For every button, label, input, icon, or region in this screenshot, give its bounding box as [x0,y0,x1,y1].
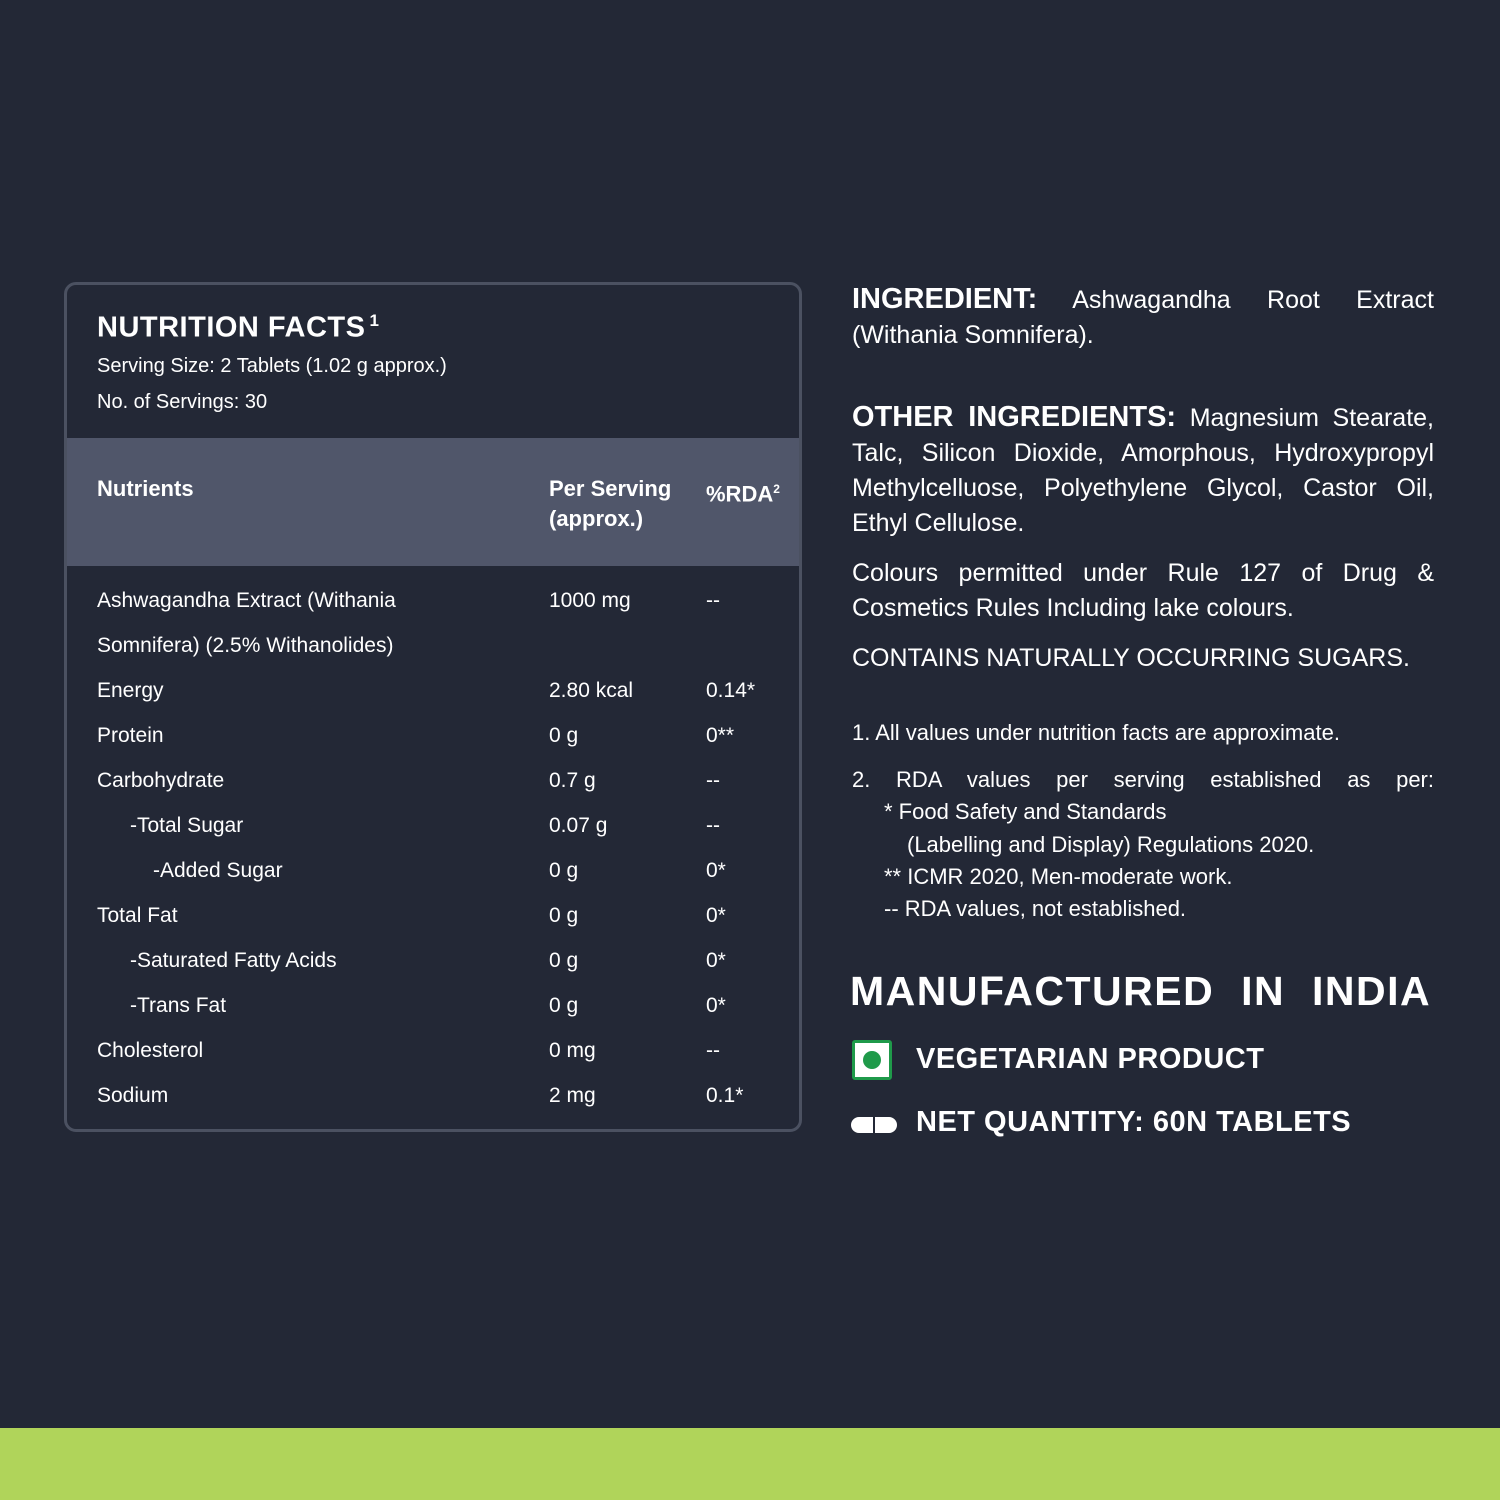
nutrient-value: 2.80 kcal [549,679,634,702]
header-rda: %RDA$^2$ [706,481,780,507]
table-row [67,848,799,893]
nutrient-value: 0 g [549,949,579,972]
footnote-2a: * Food Safety and Standards [884,799,1167,824]
tablet-icon [851,1117,897,1133]
manufactured-in-india: MANUFACTURED IN INDIA [850,968,1432,1014]
serving-size: Serving Size: 2 Tablets (1.02 g approx.) [97,355,447,377]
nutrient-rda: 0.14* [706,679,756,702]
table-row [67,668,799,713]
ingredient-label: INGREDIENT: [852,283,1038,315]
nutrient-rda: 0* [706,994,726,1017]
nutrient-name: Total Fat [97,904,178,927]
nutrition-facts-panel [64,282,802,1132]
table-row [67,1073,799,1118]
nutrient-value: 0 g [549,724,579,747]
nutrient-name: Carbohydrate [97,769,225,792]
nutrient-rda: 0** [706,724,735,747]
nutrient-name: Ashwagandha Extract (Withania [97,589,396,612]
nutrient-value: 0.07 g [549,814,608,837]
nutrient-name: -Trans Fat [130,994,227,1017]
sugars-statement: CONTAINS NATURALLY OCCURRING SUGARS. [852,644,1410,672]
other-ingredients-label: OTHER INGREDIENTS: [852,401,1177,433]
other-ingredients-block [852,400,1434,541]
nutrient-rda: 0* [706,949,726,972]
net-quantity-label: NET QUANTITY: 60N TABLETS [916,1106,1352,1138]
nutrient-rda: -- [706,814,720,837]
nutrient-name: Energy [97,679,164,702]
table-row [67,578,799,623]
table-row [67,938,799,983]
nutrient-value: 0.7 g [549,769,596,792]
nutrient-name: Sodium [97,1084,169,1107]
nutrient-rda: 0* [706,859,726,882]
nutrient-name: -Total Sugar [130,814,244,837]
table-row [67,1028,799,1073]
footnote-2: 2. RDA values per serving established as per: [852,767,1434,792]
footnote-2b: (Labelling and Display) Regulations 2020. [907,832,1315,857]
table-row [67,623,799,668]
ingredient-block [852,282,1434,353]
nutrient-name: -Added Sugar [153,859,283,882]
table-row [67,893,799,938]
vegetarian-icon [852,1040,892,1080]
nutrient-rda: 0* [706,904,726,927]
nutrient-value: 0 g [549,904,579,927]
nutrient-rda: 0.1* [706,1084,744,1107]
nutrient-value: 0 g [549,859,579,882]
nutrient-value: 1000 mg [549,589,631,612]
nutrient-value: 0 mg [549,1039,596,1062]
nutrient-value: 2 mg [549,1084,596,1107]
title-footnote-ref: 1 [369,311,380,330]
table-row [67,803,799,848]
nutrient-name: Somnifera) (2.5% Withanolides) [97,634,394,657]
table-row [67,983,799,1028]
nutrient-rda: -- [706,1039,720,1062]
vegetarian-label: VEGETARIAN PRODUCT [916,1043,1265,1075]
nutrient-name: -Saturated Fatty Acids [130,949,337,972]
footnote-2c: ** ICMR 2020, Men-moderate work. [884,864,1233,889]
table-header [67,438,799,566]
header-nutrients: Nutrients [97,476,194,501]
nutrition-facts-title: NUTRITION FACTS $^1$ [97,311,380,344]
nutrient-value: 0 g [549,994,579,1017]
nutrient-rda: -- [706,589,720,612]
ingredient-text: Ashwagandha Root Extract (Withania Somnifera). [852,286,1434,349]
table-row [67,713,799,758]
table-row [67,758,799,803]
header-per-serving: Per Serving (approx.) [549,476,672,531]
accent-bar [0,1428,1500,1500]
colours-statement: Colours permitted under Rule 127 of Drug & Cosmetics Rules Including lake colours. [852,559,1434,622]
footnote-1: 1. All values under nutrition facts are approximate. [852,720,1340,745]
footnote-2d: -- RDA values, not established. [884,896,1187,921]
other-ingredients-text: Magnesium Stearate, Talc, Silicon Dioxide, Amorphous, Hydroxypropyl Methylcelluose, Polyethylene Glycol, Castor Oil, Ethyl Cellulose. [852,404,1434,537]
nutrient-rda: -- [706,769,720,792]
nutrient-name: Protein [97,724,164,747]
nutrient-name: Cholesterol [97,1039,204,1062]
number-of-servings: No. of Servings: 30 [97,391,268,413]
